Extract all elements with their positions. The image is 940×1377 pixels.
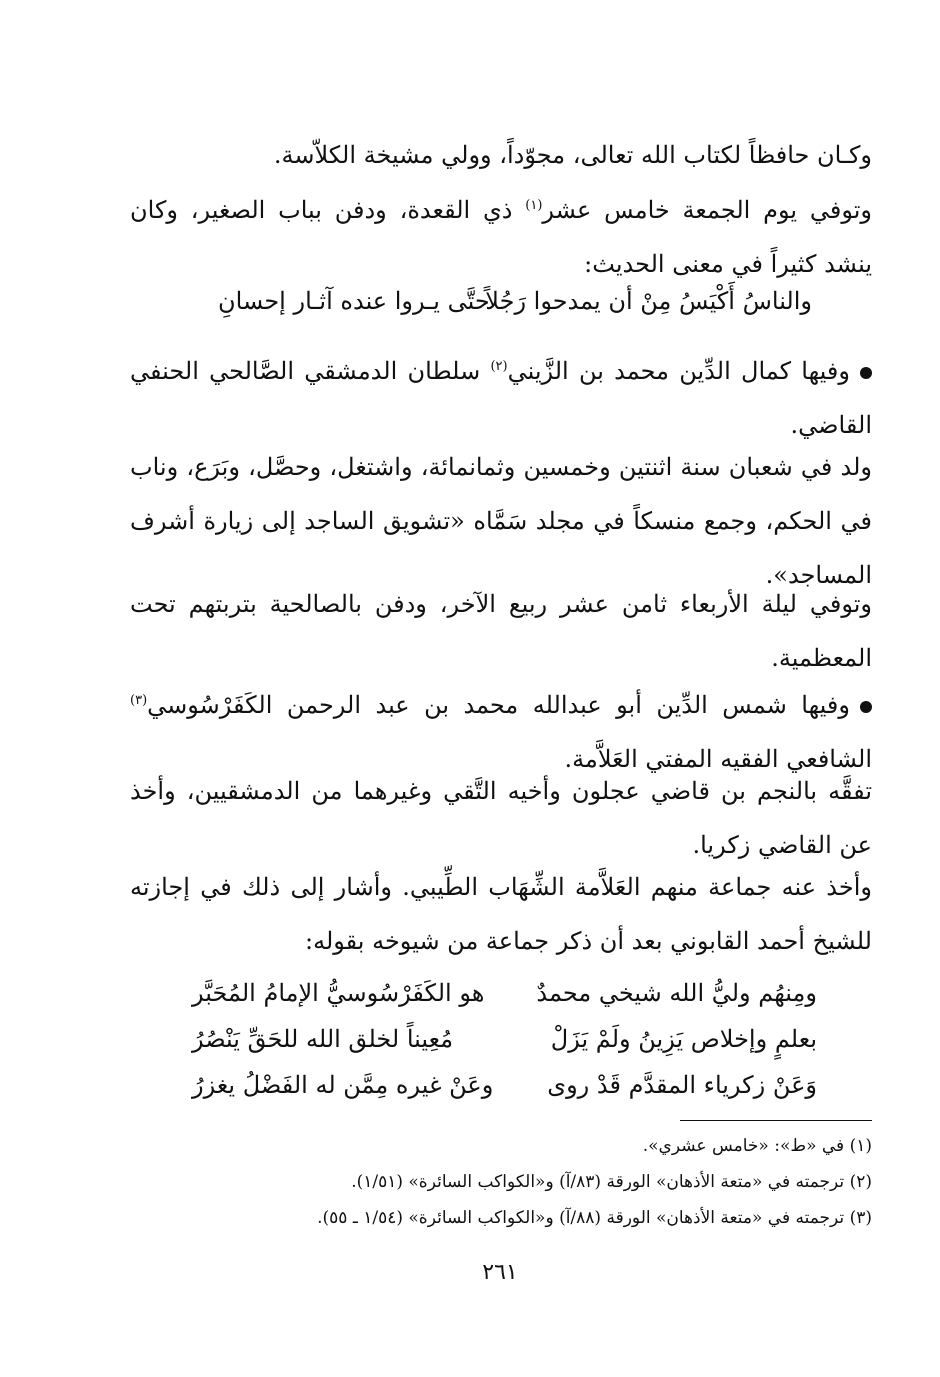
paragraph-1 — [130, 128, 872, 182]
verse-hemistich-first: وَعَنْ زكرياء المقدَّم قَدْ روى — [547, 1071, 817, 1099]
footnote-2: (٢) ترجمته في «متعة الأذهان» الورقة (٨٣/آ) و«الكواكب السائرة» (١/٥١). — [351, 1172, 872, 1192]
paragraph-text-rest: ذي القعدة، ودفن بباب الصغير، وكان ينشد كثيراً في معنى الحديث: — [130, 196, 872, 278]
verse-line-1 — [130, 278, 872, 324]
paragraph-text: وكـان حافظاً لكتاب الله تعالى، مجوّداً، وولي مشيخة الكلاّسة. — [273, 141, 872, 169]
verse-hemistich-first: ومِنهُم وليُّ الله شيخي محمدٌ — [536, 979, 817, 1007]
footnote-separator — [680, 1120, 872, 1121]
paragraph-text: وتوفي ليلة الأربعاء ثامن عشر ربيع الآخر، ودفن بالصالحية بتربتهم تحت المعظمية. — [130, 590, 872, 672]
paragraph-text: ولد في شعبان سنة اثنتين وخمسين وثمانمائة، واشتغل، وحصَّل، وبَرَع، وناب في الحكم، وجمع منسكاً في مجلد سَمَّاه «تشويق الساجد إلى زيارة أشرف المساجد». — [130, 453, 872, 589]
bullet-icon — [860, 367, 872, 379]
paragraph-7 — [130, 764, 872, 872]
page-number: ٢٦١ — [482, 1260, 518, 1285]
footnote-3: (٣) ترجمته في «متعة الأذهان» الورقة (٨٨/آ) و«الكواكب السائرة» (١/٥٤ ـ ٥٥). — [317, 1208, 872, 1228]
paragraph-text-rest: الشافعي الفقيه المفتي العَلاَّمة. — [564, 745, 872, 773]
footnote-ref-1: (١) — [525, 198, 543, 213]
paragraph-8 — [130, 860, 872, 968]
verse-hemistich-second: وعَنْ غيره مِمَّن له الفَضْلُ يغزرُ — [192, 1071, 494, 1099]
verse-hemistich-first: مُعِيناً لخلق الله للحَقِّ يَنْصُرُ — [192, 1025, 454, 1053]
footnote-ref-2: (٢) — [490, 359, 508, 374]
footnotes — [200, 1128, 872, 1236]
bullet-icon — [860, 701, 872, 713]
footnote-1: (١) في «ط»: «خامس عشري». — [642, 1136, 872, 1156]
poem-verse-2 — [130, 1016, 872, 1062]
verse-hemistich-second: بعلمٍ وإخلاص يَزِينُ ولَمْ يَزَلْ — [550, 1025, 817, 1053]
paragraph-text-rest: سلطان الدمشقي الصَّالحي الحنفي القاضي. — [130, 357, 872, 439]
verse-hemistich-second: هو الكَفَرْسُوسيُّ الإمامُ المُحَبَّر — [192, 979, 485, 1007]
footnote-ref-3: (٣) — [130, 693, 148, 708]
paragraph-text: وفيها كمال الدِّين محمد بن الزَّيني — [507, 357, 850, 385]
paragraph-text: وفيها شمس الدِّين أبو عبدالله محمد بن عبد الرحمن الكَفَرْسُوسي — [147, 691, 850, 719]
paragraph-3 — [130, 344, 872, 452]
poem-verse-1 — [130, 970, 872, 1016]
verse-hemistich-first: والناسُ أَكْيَسُ مِنْ أن يمدحوا رَجُلاً — [485, 287, 812, 315]
paragraph-text: وتوفي يوم الجمعة خامس عشر — [542, 196, 873, 224]
poem-verse-3 — [130, 1062, 872, 1108]
verse-hemistich-second: حتَّى يـروا عنده آثـار إحسانِ — [218, 287, 490, 315]
paragraph-text: تفقَّه بالنجم بن قاضي عجلون وأخيه التَّقي وغيرهما من الدمشقيين، وأخذ عن القاضي زكريا. — [130, 777, 872, 859]
paragraph-5 — [130, 577, 872, 685]
paragraph-text: وأخذ عنه جماعة منهم العَلاَّمة الشِّهَاب الطِّيبي. وأشار إلى ذلك في إجازته للشيخ أحمد القابوني بعد أن ذكر جماعة من شيوخه بقوله: — [130, 873, 872, 955]
paragraph-2 — [130, 183, 872, 291]
